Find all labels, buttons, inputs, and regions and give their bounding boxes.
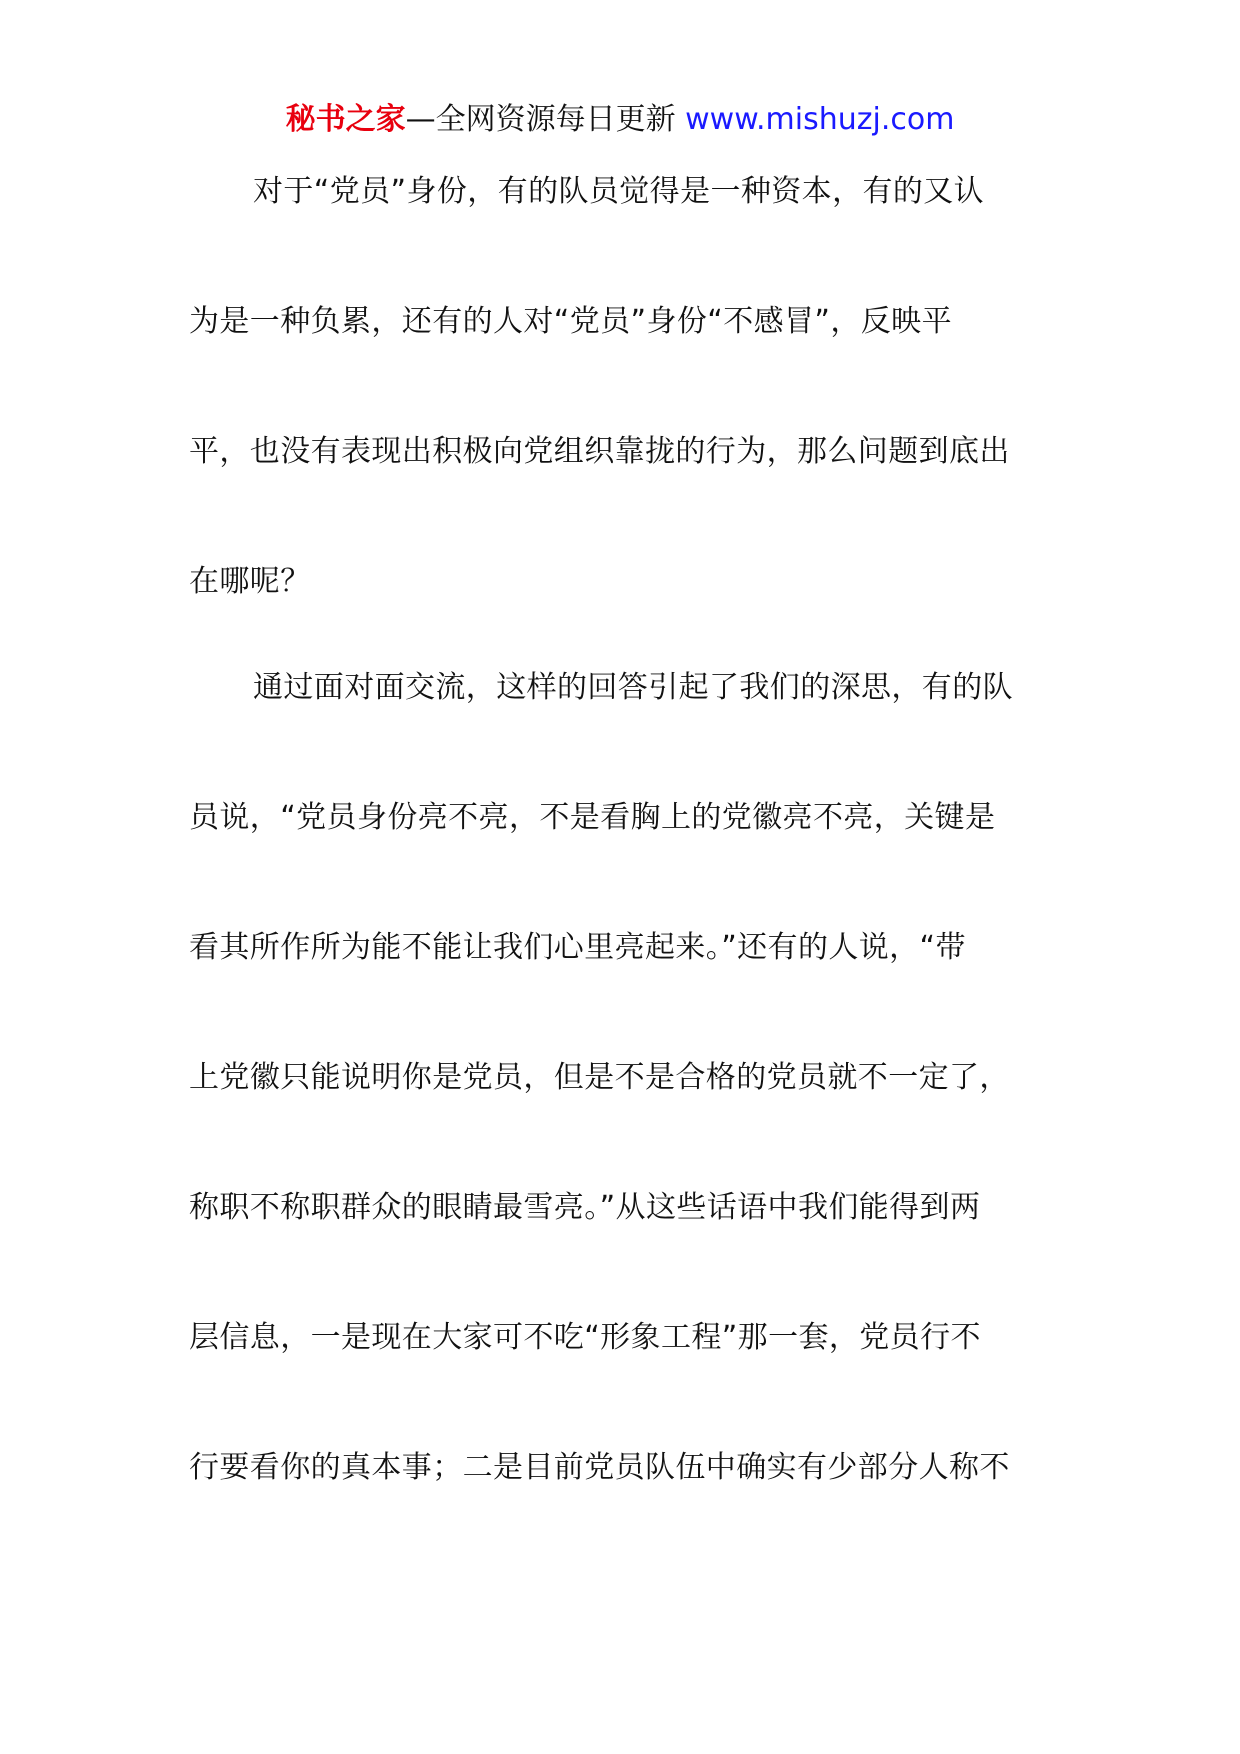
header-tagline: —全网资源每日更新 — [405, 102, 686, 137]
paragraph-1-line-3: 平，也没有表现出积极向党组织靠拢的行为，那么问题到底出 — [189, 434, 1010, 469]
paragraph-2-line-5: 称职不称职群众的眼睛最雪亮。”从这些话语中我们能得到两 — [189, 1190, 981, 1225]
brand-name: 秘书之家 — [285, 102, 406, 137]
paragraph-2-line-2: 员说，“党员身份亮不亮，不是看胸上的党徽亮不亮，关键是 — [189, 800, 996, 835]
page-header — [0, 100, 1240, 140]
paragraph-2-line-7: 行要看你的真本事；二是目前党员队伍中确实有少部分人称不 — [189, 1450, 1010, 1485]
paragraph-2-line-3: 看其所作所为能不能让我们心里亮起来。”还有的人说，“带 — [189, 930, 966, 965]
site-url-link[interactable]: www.mishuzj.com — [685, 102, 955, 137]
paragraph-1-line-1: 对于“党员”身份，有的队员觉得是一种资本，有的又认 — [253, 174, 985, 209]
paragraph-1-line-4: 在哪呢？ — [189, 564, 311, 599]
paragraph-2-line-6: 层信息，一是现在大家可不吃“形象工程”那一套，党员行不 — [189, 1320, 981, 1355]
paragraph-2-line-4: 上党徽只能说明你是党员，但是不是合格的党员就不一定了， — [189, 1060, 1010, 1095]
paragraph-2-line-1: 通过面对面交流，这样的回答引起了我们的深思，有的队 — [253, 670, 1013, 705]
paragraph-1-line-2: 为是一种负累，还有的人对“党员”身份“不感冒”，反映平 — [189, 304, 952, 339]
